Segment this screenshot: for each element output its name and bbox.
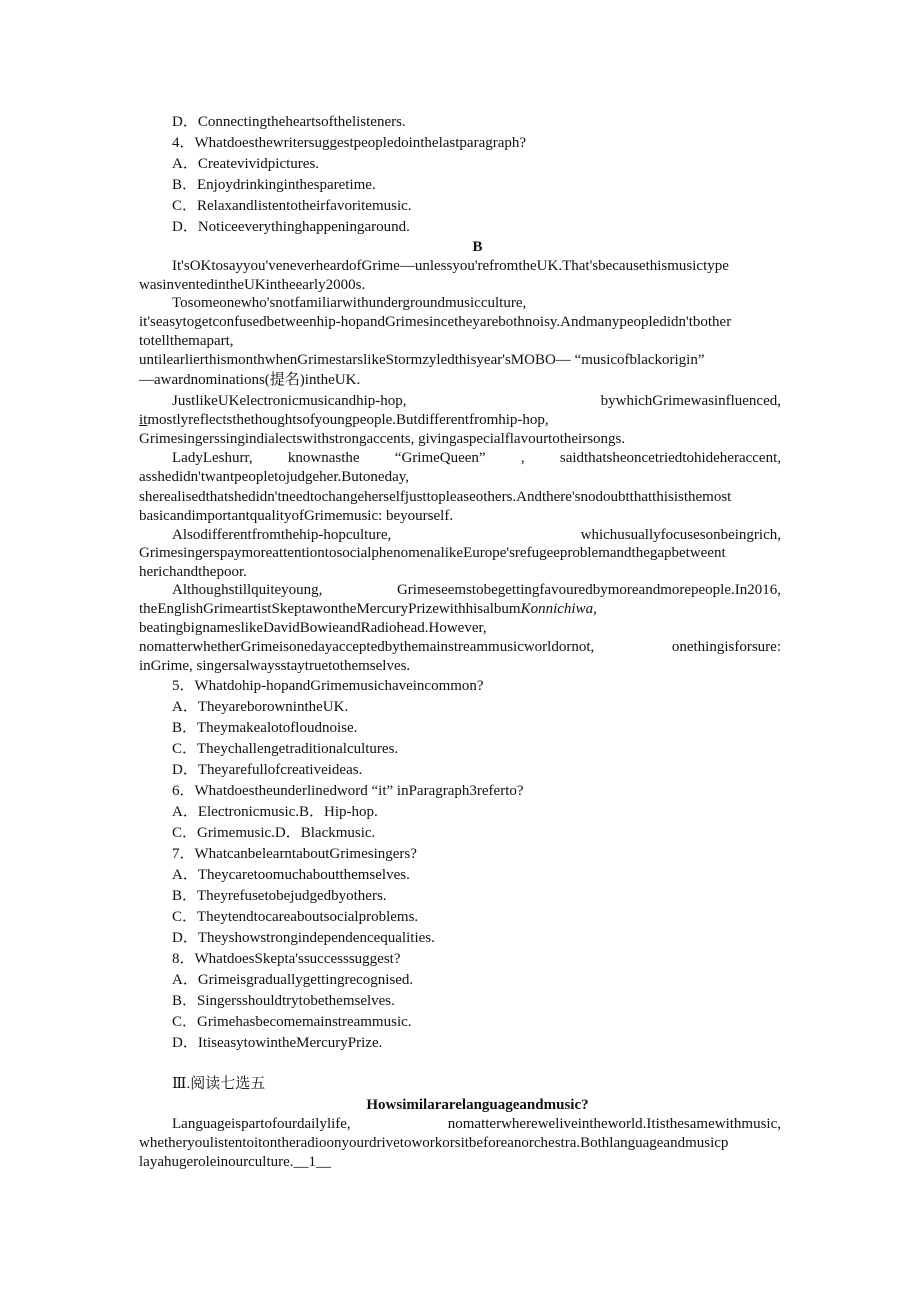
q6-options-cd: C．Grimemusic.D．Blackmusic. [172,825,376,841]
q4-option-c: C．Relaxandlistentotheirfavoritemusic. [172,198,412,214]
album-title: Konnichiwa, [520,601,597,617]
section-3-title: Howsimilararelanguageandmusic? [366,1097,589,1113]
passage-line: LadyLeshurr, knownasthe “GrimeQueen” , saidthatsheoncetriedtohideheraccent, [172,450,781,466]
q6-stem: 6．Whatdoestheunderlinedword “it” inParagraph3referto? [172,783,524,799]
underlined-word: it [139,412,148,428]
passage-line: itmostlyreflectsthethoughtsofyoungpeople.Butdifferentfromhip-hop, [139,412,549,428]
passage-line: herichandthepoor. [139,564,247,580]
q7-option-d: D．Theyshowstrongindependencequalities. [172,930,435,946]
q5-option-b: B．Theymakealotofloudnoise. [172,720,358,736]
section-b-heading: B [472,239,483,255]
passage-line: layahugeroleinourculture.__1__ [139,1154,332,1170]
q4-option-b: B．Enjoydrinkinginthesparetime. [172,177,376,193]
q7-option-c: C．Theytendtocareaboutsocialproblems. [172,909,419,925]
passage-line: asshedidn'twantpeopletojudgeher.Butoneday, [139,469,409,485]
q8-option-b: B．Singersshouldtrytobethemselves. [172,993,395,1009]
passage-line: inGrime, singersalwaysstaytruetothemselves. [139,658,411,674]
q8-stem: 8．WhatdoesSkepta'ssuccesssuggest? [172,951,401,967]
passage-line: JustlikeUKelectronicmusicandhip-hop, bywhichGrimewasinfluenced, [172,393,781,409]
q6-options-ab: A．Electronicmusic.B．Hip-hop. [172,804,378,820]
blank-1: __1__ [293,1154,332,1170]
passage-line: basicandimportantqualityofGrimemusic: beyourself. [139,508,454,524]
passage-line: Languageispartofourdailylife, nomatterwhereweliveintheworld.Itisthesamewithmusic, [172,1116,781,1132]
passage-line: whetheryoulistentoitontheradioonyourdrivetoworkorsitbeforeanorchestra.Bothlanguageandmusicp [139,1135,729,1151]
q4-option-a: A．Createvividpictures. [172,156,320,172]
passage-line: —awardnominations(提名)intheUK. [139,372,361,388]
passage-line: GrimesingerspaymoreattentiontosocialphenomenalikeEurope'srefugeeproblemandthegapbetweent [139,545,726,561]
q8-option-c: C．Grimehasbecomemainstreammusic. [172,1014,412,1030]
passage-line: it'seasytogetconfusedbetweenhip-hopandGrimesincetheyarebothnoisy.Andmanypeopledidn'tbother [139,314,732,330]
q5-option-d: D．Theyarefullofcreativeideas. [172,762,363,778]
q7-stem: 7．WhatcanbelearntaboutGrimesingers? [172,846,417,862]
q8-option-d: D．ItiseasytowintheMercuryPrize. [172,1035,383,1051]
q8-option-a: A．Grimeisgraduallygettingrecognised. [172,972,414,988]
passage-line: Grimesingerssingindialectswithstrongaccents, givingaspecialflavourtotheirsongs. [139,431,626,447]
passage-line: theEnglishGrimeartistSkeptawontheMercuryPrizewithhisalbumKonnichiwa, [139,601,597,617]
q5-stem: 5．Whatdohip-hopandGrimemusichaveincommon? [172,678,484,694]
passage-line: totellthemapart, [139,333,234,349]
q3-option-d: D．Connectingtheheartsofthelisteners. [172,114,406,130]
passage-line: It'sOKtosayyou'veneverheardofGrime—unlessyou'refromtheUK.That'sbecausethismusictype [172,258,729,274]
q5-option-a: A．TheyareborownintheUK. [172,699,349,715]
passage-line: Alsodifferentfromthehip-hopculture, whichusuallyfocusesonbeingrich, [172,527,781,543]
q4-option-d: D．Noticeeverythinghappeningaround. [172,219,410,235]
q5-option-c: C．Theychallengetraditionalcultures. [172,741,399,757]
section-3-heading: Ⅲ.阅读七选五 [172,1076,266,1092]
passage-line: beatingbignameslikeDavidBowieandRadiohead.However, [139,620,487,636]
passage-line: sherealisedthatshedidn'tneedtochangeherselfjusttopleaseothers.Andthere'snodoubtthatthisisthemost [139,489,732,505]
q7-option-b: B．Theyrefusetobejudgedbyothers. [172,888,387,904]
passage-line: Althoughstillquiteyoung, Grimeseemstobegettingfavouredbymoreandmorepeople.In2016, [172,582,781,598]
q7-option-a: A．Theycaretoomuchaboutthemselves. [172,867,410,883]
passage-line: nomatterwhetherGrimeisonedayacceptedbythemainstreammusicworldornot, onethingisforsure: [139,639,781,655]
passage-line: untilearlierthismonthwhenGrimestarslikeStormzyledthisyear'sMOBO— “musicofblackorigin” [139,352,705,368]
passage-line: wasinventedintheUKintheearly2000s. [139,277,366,293]
q4-stem: 4．Whatdoesthewritersuggestpeopledointhelastparagraph? [172,135,527,151]
passage-line: Tosomeonewho'snotfamiliarwithundergroundmusicculture, [172,295,527,311]
